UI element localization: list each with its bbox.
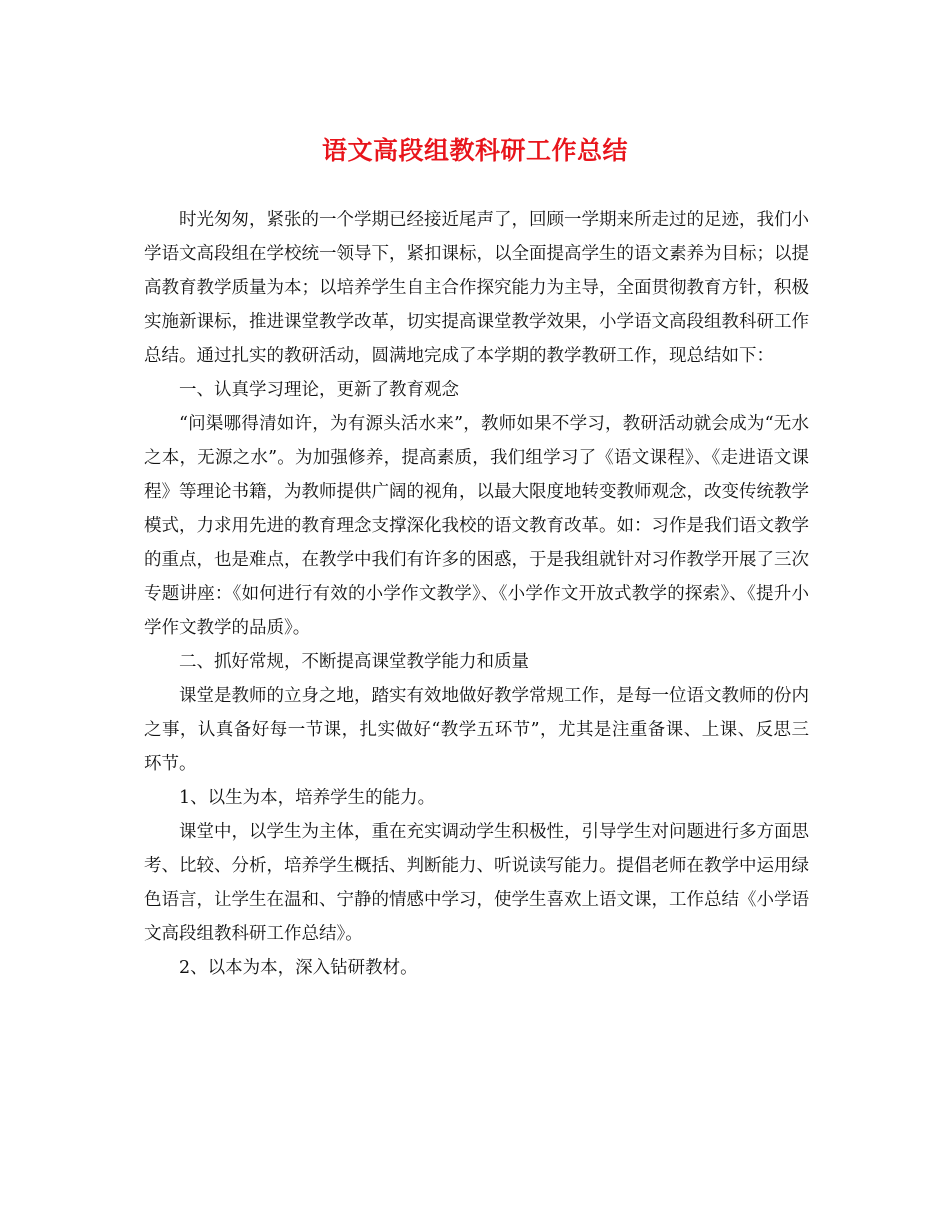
paragraph-theory: “问渠哪得清如许，为有源头活水来”，教师如果不学习，教研活动就会成为“无水之本，无源之水”。为加强修养，提高素质，我们组学习了《语文课程》、《走进语文课程》等理论书籍，为教师提供广阔的视角，以最大限度地转变教师观念，改变传统教学模式，力求用先进的教育理念支撑深化我校的语文教育改革。如：习作是我们语文教学的重点，也是难点，在教学中我们有许多的困惑，于是我组就针对习作教学开展了三次专题讲座：《如何进行有效的小学作文教学》、《小学作文开放式教学的探索》、《提升小学作文教学的品质》。 [144,414,809,638]
section-heading-1: 一、认真学习理论，更新了教育观念 [179,380,459,400]
document-body [144,203,809,985]
paragraph-intro: 时光匆匆，紧张的一个学期已经接近尾声了，回顾一学期来所走过的足迹，我们小学语文高段组在学校统一领导下，紧扣课标，以全面提高学生的语文素养为目标；以提高教育教学质量为本；以培养学生自主合作探究能力为主导，全面贯彻教育方针，积极实施新课标，推进课堂教学改革，切实提高课堂教学效果，小学语文高段组教科研工作总结。通过扎实的教研活动，圆满地完成了本学期的教学教研工作，现总结如下： [144,210,809,366]
document-title: 语文高段组教科研工作总结 [321,136,628,165]
paragraph-student-centered: 课堂中，以学生为主体，重在充实调动学生积极性，引导学生对问题进行多方面思考、比较、分析，培养学生概括、判断能力、听说读写能力。提倡老师在教学中运用绿色语言，让学生在温和、宁静的情感中学习，使学生喜欢上语文课，工作总结《小学语文高段组教科研工作总结》。 [144,822,809,944]
section-heading-2: 二、抓好常规，不断提高课堂教学能力和质量 [179,652,529,672]
paragraph-classroom: 课堂是教师的立身之地，踏实有效地做好教学常规工作，是每一位语文教师的份内之事，认真备好每一节课，扎实做好“教学五环节”，尤其是注重备课、上课、反思三环节。 [144,686,809,774]
subheading-1: 1、以生为本，培养学生的能力。 [179,788,436,808]
subheading-2: 2、以本为本，深入钻研教材。 [179,958,418,978]
